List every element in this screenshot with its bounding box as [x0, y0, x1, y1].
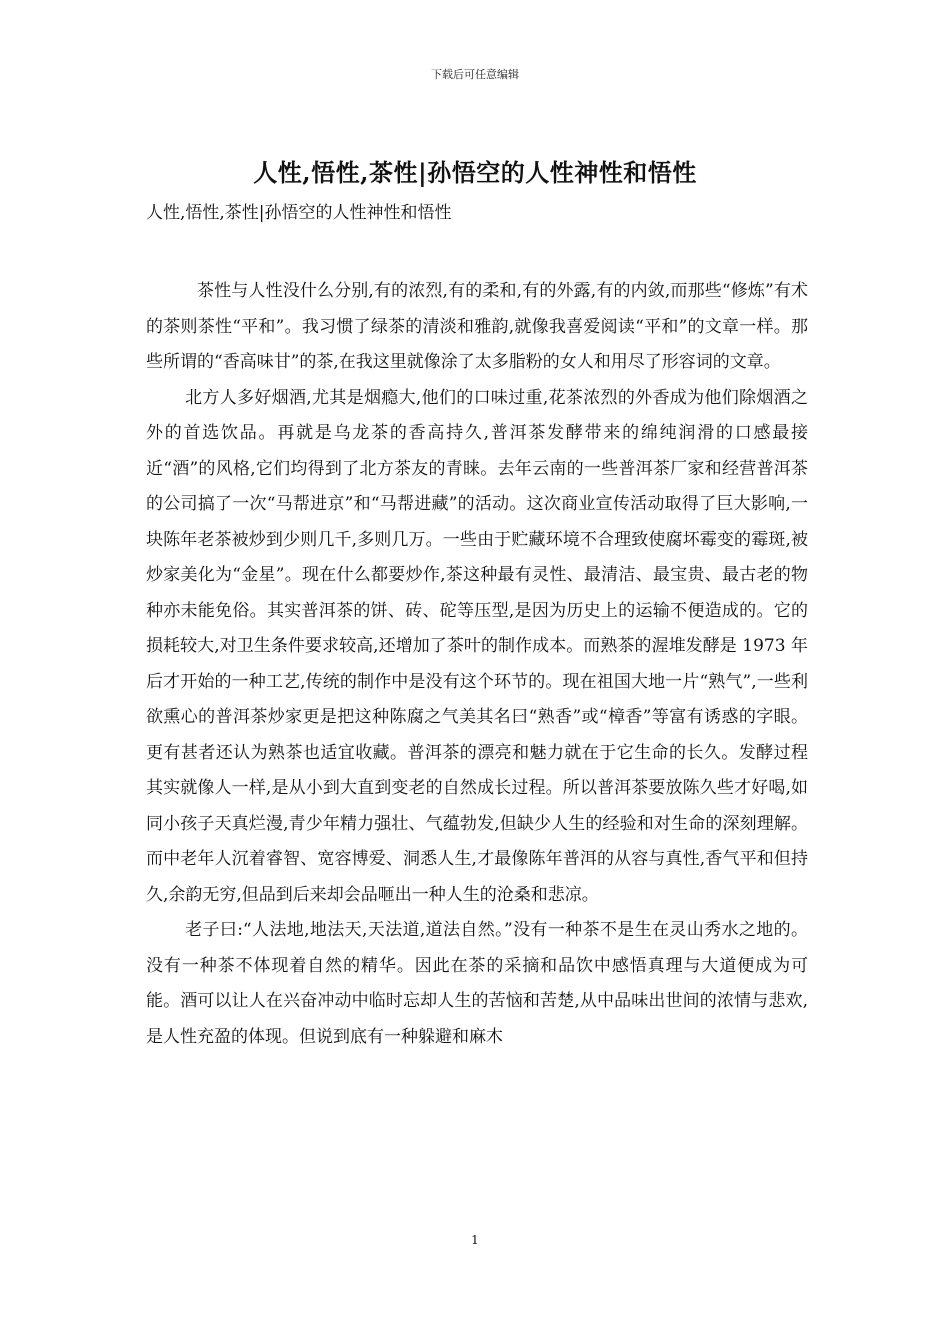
document-subtitle: 人性,悟性,茶性|孙悟空的人性神性和悟性 [146, 203, 452, 223]
paragraph: 老子曰:“人法地,地法天,天法道,道法自然。”没有一种茶不是生在灵山秀水之地的。没有一种茶不体现着自然的精华。因此在茶的采摘和品饮中感悟真理与大道便成为可能。酒可以让人在兴奋冲动中临时忘却人生的苦恼和苦楚,从中品味出世间的浓情与悲欢,是人性充盈的体现。但说到底有一种躲避和麻木 [146, 920, 808, 1047]
paragraph: 茶性与人性没什么分别,有的浓烈,有的柔和,有的外露,有的内敛,而那些“修炼”有术的茶则茶性“平和”。我习惯了绿茶的清淡和雅韵,就像我喜爱阅读“平和”的文章一样。那些所谓的“香高味甘”的茶,在我这里就像涂了太多脂粉的女人和用尽了形容词的文章。 [146, 281, 808, 372]
page-number: 1 [471, 1233, 479, 1247]
document-body [146, 274, 808, 1055]
header-note: 下载后可任意编辑 [431, 68, 519, 81]
document-title: 人性,悟性,茶性|孙悟空的人性神性和悟性 [253, 158, 697, 187]
paragraph: 北方人多好烟酒,尤其是烟瘾大,他们的口味过重,花茶浓烈的外香成为他们除烟酒之外的首选饮品。再就是乌龙茶的香高持久,普洱茶发酵带来的绵纯润滑的口感最接近“酒”的风格,它们均得到了北方茶友的青睐。去年云南的一些普洱茶厂家和经营普洱茶的公司搞了一次“马帮进京”和“马帮进藏”的活动。这次商业宣传活动取得了巨大影响,一块陈年老茶被炒到少则几千,多则几万。一些由于贮藏环境不合理致使腐坏霉变的霉斑,被炒家美化为“金星”。现在什么都要炒作,茶这种最有灵性、最清洁、最宝贵、最古老的物种亦未能免俗。其实普洱茶的饼、砖、砣等压型,是因为历史上的运输不便造成的。它的损耗较大,对卫生条件要求较高,还增加了茶叶的制作成本。而熟茶的渥堆发酵是 1973 年后才开始的一种工艺,传统的制作中是没有这个环节的。现在祖国大地一片“熟气”,一些利欲熏心的普洱茶炒家更是把这种陈腐之气美其名曰“熟香”或“樟香”等富有诱惑的字眼。更有甚者还认为熟茶也适宜收藏。普洱茶的漂亮和魅力就在于它生命的长久。发酵过程其实就像人一样,是从小到大直到变老的自然成长过程。所以普洱茶要放陈久些才好喝,如同小孩子天真烂漫,青少年精力强壮、气蕴勃发,但缺少人生的经验和对生命的深刻理解。而中老年人沉着睿智、宽容博爱、洞悉人生,才最像陈年普洱的从容与真性,香气平和但持久,余韵无穷,但品到后来却会品咂出一种人生的沧桑和悲凉。 [146, 387, 808, 905]
